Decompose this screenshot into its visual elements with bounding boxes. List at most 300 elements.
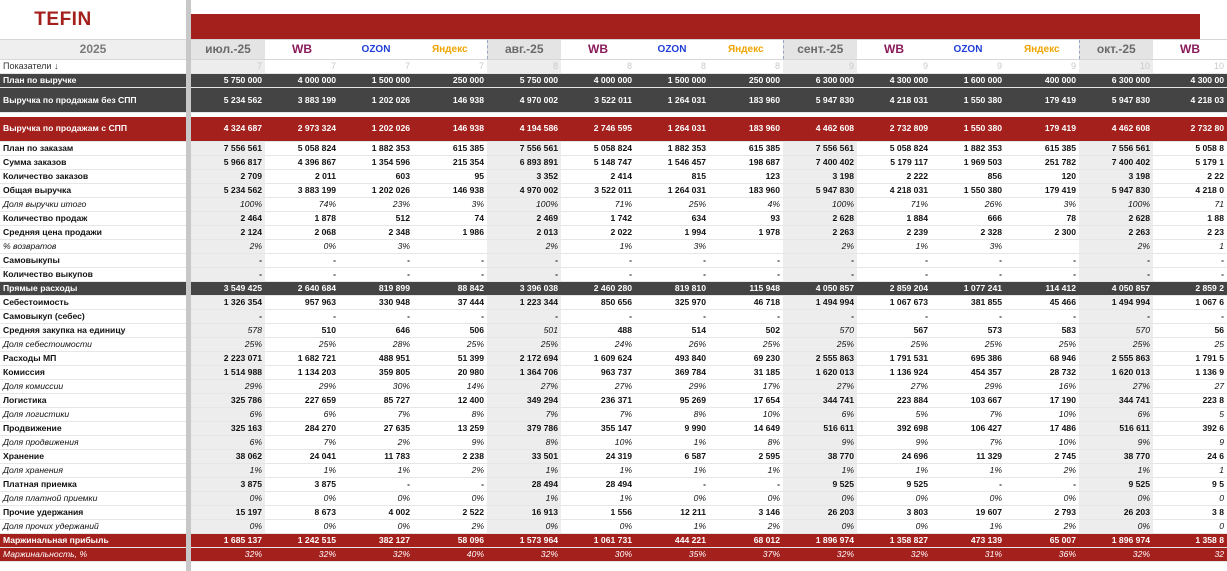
table-cell[interactable]: 9% [783, 436, 857, 450]
table-cell[interactable]: 1% [931, 464, 1005, 478]
table-cell[interactable]: 0 [1153, 520, 1227, 534]
row-label[interactable]: Прочие удержания [0, 506, 186, 520]
row-label[interactable]: Себестоимость [0, 296, 186, 310]
row-label[interactable]: Доля комиссии [0, 380, 186, 394]
table-cell[interactable]: 1 682 721 [265, 352, 339, 366]
table-cell[interactable]: 3% [1005, 198, 1079, 212]
table-cell[interactable]: 7% [931, 408, 1005, 422]
table-cell[interactable]: 344 741 [1079, 394, 1153, 408]
table-cell[interactable]: 4 218 03 [1153, 88, 1227, 113]
row-label[interactable]: Общая выручка [0, 184, 186, 198]
table-cell[interactable]: 7 400 402 [783, 156, 857, 170]
table-cell[interactable]: 2 732 80 [1153, 117, 1227, 142]
table-cell[interactable]: 25% [191, 338, 265, 352]
table-cell[interactable]: 5 966 817 [191, 156, 265, 170]
table-cell[interactable]: 2 022 [561, 226, 635, 240]
table-cell[interactable]: 6% [191, 436, 265, 450]
table-cell[interactable]: 1 326 354 [191, 296, 265, 310]
table-cell[interactable]: 5 947 830 [1079, 184, 1153, 198]
table-cell[interactable]: 0% [265, 240, 339, 254]
table-cell[interactable]: 3 883 199 [265, 184, 339, 198]
table-cell[interactable]: 603 [339, 170, 413, 184]
table-cell[interactable]: 100% [1079, 198, 1153, 212]
table-cell[interactable]: 1 88 [1153, 212, 1227, 226]
table-cell[interactable]: 115 948 [709, 282, 783, 296]
table-cell[interactable]: 392 698 [857, 422, 931, 436]
table-cell[interactable]: - [857, 254, 931, 268]
table-cell[interactable] [1005, 240, 1079, 254]
table-cell[interactable]: 3 875 [265, 478, 339, 492]
table-cell[interactable]: 1 264 031 [635, 117, 709, 142]
table-cell[interactable]: 33 501 [487, 450, 561, 464]
table-cell[interactable]: 26% [931, 198, 1005, 212]
table-cell[interactable]: 4 300 000 [857, 74, 931, 88]
table-cell[interactable]: 1 878 [265, 212, 339, 226]
table-cell[interactable]: 2 859 2 [1153, 282, 1227, 296]
table-cell[interactable]: 24 319 [561, 450, 635, 464]
table-cell[interactable]: 123 [709, 170, 783, 184]
table-cell[interactable]: 7% [265, 436, 339, 450]
table-cell[interactable]: - [1005, 310, 1079, 324]
table-cell[interactable]: 2 522 [413, 506, 487, 520]
table-cell[interactable]: 114 412 [1005, 282, 1079, 296]
table-cell[interactable]: 1 136 924 [857, 366, 931, 380]
table-cell[interactable]: - [635, 310, 709, 324]
table-cell[interactable]: 819 810 [635, 282, 709, 296]
table-cell[interactable]: 146 938 [413, 88, 487, 113]
table-cell[interactable]: 615 385 [1005, 142, 1079, 156]
table-cell[interactable]: 7% [339, 408, 413, 422]
table-cell[interactable]: 1 264 031 [635, 184, 709, 198]
table-cell[interactable]: 6 300 000 [783, 74, 857, 88]
table-cell[interactable]: 1 791 5 [1153, 352, 1227, 366]
table-cell[interactable]: - [413, 254, 487, 268]
table-cell[interactable]: 31 185 [709, 366, 783, 380]
row-label[interactable]: Выручка по продажам с СПП [0, 117, 186, 142]
table-cell[interactable]: 3% [931, 240, 1005, 254]
row-label[interactable]: Платная приемка [0, 478, 186, 492]
table-cell[interactable]: 2 628 [783, 212, 857, 226]
table-cell[interactable]: 1 223 344 [487, 296, 561, 310]
table-cell[interactable]: 5 750 000 [191, 74, 265, 88]
table-cell[interactable]: 250 000 [709, 74, 783, 88]
row-label[interactable]: Прямые расходы [0, 282, 186, 296]
table-cell[interactable]: 5 234 562 [191, 88, 265, 113]
table-cell[interactable]: - [413, 478, 487, 492]
table-cell[interactable]: 58 096 [413, 534, 487, 548]
marketplace-header[interactable]: WB [265, 40, 339, 60]
table-cell[interactable]: 3 198 [1079, 170, 1153, 184]
table-cell[interactable]: 514 [635, 324, 709, 338]
table-cell[interactable]: 1 136 9 [1153, 366, 1227, 380]
table-cell[interactable]: 146 938 [413, 117, 487, 142]
table-cell[interactable]: 8% [487, 436, 561, 450]
table-cell[interactable]: 9 5 [1153, 478, 1227, 492]
table-cell[interactable]: 14% [413, 380, 487, 394]
table-cell[interactable]: 1 969 503 [931, 156, 1005, 170]
table-cell[interactable]: 27% [857, 380, 931, 394]
table-cell[interactable]: 567 [857, 324, 931, 338]
table-cell[interactable]: 25% [1079, 338, 1153, 352]
table-cell[interactable]: 11 329 [931, 450, 1005, 464]
table-cell[interactable]: 2% [1005, 464, 1079, 478]
row-label[interactable]: Продвижение [0, 422, 186, 436]
table-cell[interactable]: 93 [709, 212, 783, 226]
table-cell[interactable]: 16 913 [487, 506, 561, 520]
table-cell[interactable]: 28 494 [561, 478, 635, 492]
table-cell[interactable]: 71% [561, 198, 635, 212]
table-cell[interactable]: 146 938 [413, 184, 487, 198]
table-cell[interactable]: 28% [339, 338, 413, 352]
table-cell[interactable]: 25% [783, 338, 857, 352]
table-cell[interactable]: - [265, 254, 339, 268]
table-cell[interactable]: 9% [1079, 436, 1153, 450]
table-cell[interactable]: 35% [635, 548, 709, 562]
table-cell[interactable]: 40% [413, 548, 487, 562]
table-cell[interactable]: 2 263 [1079, 226, 1153, 240]
table-cell[interactable]: 1 242 515 [265, 534, 339, 548]
table-cell[interactable]: 1 791 531 [857, 352, 931, 366]
table-cell[interactable]: 223 8 [1153, 394, 1227, 408]
table-cell[interactable]: 17% [709, 380, 783, 394]
table-cell[interactable]: 856 [931, 170, 1005, 184]
row-label[interactable]: Количество заказов [0, 170, 186, 184]
table-cell[interactable]: 37% [709, 548, 783, 562]
table-cell[interactable]: 6 587 [635, 450, 709, 464]
table-cell[interactable]: 227 659 [265, 394, 339, 408]
table-cell[interactable]: - [339, 310, 413, 324]
table-cell[interactable]: - [191, 254, 265, 268]
table-cell[interactable]: 570 [1079, 324, 1153, 338]
table-cell[interactable]: 25% [635, 198, 709, 212]
table-cell[interactable]: 2 414 [561, 170, 635, 184]
table-cell[interactable]: 1 685 137 [191, 534, 265, 548]
row-label[interactable]: Выручка по продажам без СПП [0, 88, 186, 113]
table-cell[interactable]: 5 750 000 [487, 74, 561, 88]
row-label[interactable]: Количество выкупов [0, 268, 186, 282]
table-cell[interactable]: - [931, 310, 1005, 324]
table-cell[interactable]: 3 803 [857, 506, 931, 520]
row-label[interactable]: Средняя закупка на единицу [0, 324, 186, 338]
table-cell[interactable]: 32% [857, 548, 931, 562]
table-cell[interactable]: 1 264 031 [635, 88, 709, 113]
table-cell[interactable]: 1% [561, 492, 635, 506]
table-cell[interactable]: 2 555 863 [783, 352, 857, 366]
table-cell[interactable]: 2 068 [265, 226, 339, 240]
table-cell[interactable]: 38 770 [1079, 450, 1153, 464]
table-cell[interactable]: 250 000 [413, 74, 487, 88]
table-cell[interactable]: 2% [1005, 520, 1079, 534]
table-cell[interactable]: 0% [191, 520, 265, 534]
table-cell[interactable]: - [783, 254, 857, 268]
table-cell[interactable]: 4 970 002 [487, 184, 561, 198]
marketplace-header[interactable]: Яндекс [709, 40, 783, 60]
table-cell[interactable]: 4 462 608 [783, 117, 857, 142]
table-cell[interactable]: 3% [413, 198, 487, 212]
table-cell[interactable]: 1 500 000 [635, 74, 709, 88]
table-cell[interactable]: 215 354 [413, 156, 487, 170]
table-cell[interactable]: 2 300 [1005, 226, 1079, 240]
table-cell[interactable]: 31% [931, 548, 1005, 562]
table-cell[interactable]: 71% [857, 198, 931, 212]
table-cell[interactable]: 2 595 [709, 450, 783, 464]
table-cell[interactable]: 1% [191, 464, 265, 478]
table-cell[interactable]: 5 148 747 [561, 156, 635, 170]
table-cell[interactable]: 2% [339, 436, 413, 450]
table-cell[interactable]: - [487, 254, 561, 268]
table-cell[interactable]: 65 007 [1005, 534, 1079, 548]
row-label[interactable]: Маржинальная прибыль [0, 534, 186, 548]
table-cell[interactable]: 5 [1153, 408, 1227, 422]
table-cell[interactable]: 24 041 [265, 450, 339, 464]
table-cell[interactable]: 198 687 [709, 156, 783, 170]
table-cell[interactable]: 56 [1153, 324, 1227, 338]
table-cell[interactable]: 1 978 [709, 226, 783, 240]
table-cell[interactable]: 1 364 706 [487, 366, 561, 380]
table-cell[interactable]: 32% [1079, 548, 1153, 562]
table-cell[interactable]: 4 218 031 [857, 184, 931, 198]
table-cell[interactable]: 349 294 [487, 394, 561, 408]
table-cell[interactable]: 957 963 [265, 296, 339, 310]
table-cell[interactable]: 1 896 974 [783, 534, 857, 548]
table-cell[interactable]: 1% [857, 464, 931, 478]
table-cell[interactable]: 0% [339, 492, 413, 506]
table-cell[interactable]: 16% [1005, 380, 1079, 394]
year-cell[interactable]: 2025 [0, 40, 186, 60]
table-cell[interactable]: 4 970 002 [487, 88, 561, 113]
row-label[interactable]: Средняя цена продажи [0, 226, 186, 240]
table-cell[interactable]: 2 222 [857, 170, 931, 184]
table-cell[interactable]: 27 635 [339, 422, 413, 436]
table-cell[interactable]: 2 124 [191, 226, 265, 240]
table-cell[interactable]: 71 [1153, 198, 1227, 212]
table-cell[interactable]: 2 011 [265, 170, 339, 184]
table-cell[interactable]: 1 358 827 [857, 534, 931, 548]
table-cell[interactable]: 32% [783, 548, 857, 562]
table-cell[interactable]: 17 486 [1005, 422, 1079, 436]
table-cell[interactable]: 25% [265, 338, 339, 352]
table-cell[interactable]: - [191, 268, 265, 282]
marketplace-header[interactable]: WB [561, 40, 635, 60]
table-cell[interactable]: 5 058 824 [857, 142, 931, 156]
table-cell[interactable]: 6% [1079, 408, 1153, 422]
table-cell[interactable]: 46 718 [709, 296, 783, 310]
table-cell[interactable]: 32% [191, 548, 265, 562]
row-label[interactable]: % возвратов [0, 240, 186, 254]
row-label[interactable]: Самовыкупы [0, 254, 186, 268]
table-cell[interactable]: 1 202 026 [339, 88, 413, 113]
table-cell[interactable]: 1 [1153, 240, 1227, 254]
table-cell[interactable]: - [487, 268, 561, 282]
table-cell[interactable]: 9 990 [635, 422, 709, 436]
row-label[interactable]: Доля платной приемки [0, 492, 186, 506]
table-cell[interactable]: 0% [487, 520, 561, 534]
table-cell[interactable]: 3 522 011 [561, 88, 635, 113]
table-cell[interactable]: 1 494 994 [783, 296, 857, 310]
table-cell[interactable]: 4 218 031 [857, 88, 931, 113]
table-cell[interactable]: - [1153, 254, 1227, 268]
table-cell[interactable]: 1 067 6 [1153, 296, 1227, 310]
table-cell[interactable]: 6 893 891 [487, 156, 561, 170]
table-cell[interactable]: 1 202 026 [339, 117, 413, 142]
table-cell[interactable]: 695 386 [931, 352, 1005, 366]
table-cell[interactable]: 7 556 561 [487, 142, 561, 156]
table-cell[interactable]: 454 357 [931, 366, 1005, 380]
table-cell[interactable]: 32% [487, 548, 561, 562]
table-cell[interactable]: 382 127 [339, 534, 413, 548]
table-cell[interactable]: 1 550 380 [931, 184, 1005, 198]
table-cell[interactable]: 68 946 [1005, 352, 1079, 366]
table-cell[interactable]: 7 556 561 [191, 142, 265, 156]
table-cell[interactable]: - [561, 310, 635, 324]
table-cell[interactable]: 5 947 830 [783, 184, 857, 198]
table-cell[interactable]: - [1153, 268, 1227, 282]
table-cell[interactable]: 27% [1079, 380, 1153, 394]
table-cell[interactable]: 236 371 [561, 394, 635, 408]
table-cell[interactable]: 17 190 [1005, 394, 1079, 408]
table-cell[interactable]: 3 875 [191, 478, 265, 492]
table-cell[interactable]: 5 058 8 [1153, 142, 1227, 156]
table-cell[interactable]: 27% [561, 380, 635, 394]
table-cell[interactable]: 28 494 [487, 478, 561, 492]
table-cell[interactable]: 26 203 [1079, 506, 1153, 520]
table-cell[interactable]: 51 399 [413, 352, 487, 366]
table-cell[interactable]: 2 640 684 [265, 282, 339, 296]
table-cell[interactable]: - [783, 310, 857, 324]
table-cell[interactable]: 0% [191, 492, 265, 506]
table-cell[interactable]: 516 611 [783, 422, 857, 436]
table-cell[interactable]: 5 947 830 [1079, 88, 1153, 113]
table-cell[interactable]: 7 400 402 [1079, 156, 1153, 170]
table-cell[interactable]: 4 000 000 [561, 74, 635, 88]
table-cell[interactable]: 379 786 [487, 422, 561, 436]
table-cell[interactable]: 1 742 [561, 212, 635, 226]
row-label[interactable]: Маржинальность, % [0, 548, 186, 562]
table-cell[interactable]: 1 358 8 [1153, 534, 1227, 548]
table-cell[interactable]: 2 239 [857, 226, 931, 240]
table-cell[interactable]: 5 058 824 [561, 142, 635, 156]
table-cell[interactable]: 0% [265, 520, 339, 534]
table-cell[interactable]: 1% [265, 464, 339, 478]
table-cell[interactable]: - [709, 268, 783, 282]
table-cell[interactable]: 10% [709, 408, 783, 422]
table-cell[interactable]: 25% [709, 338, 783, 352]
table-cell[interactable]: 1% [561, 240, 635, 254]
table-cell[interactable]: 819 899 [339, 282, 413, 296]
row-label[interactable]: Доля продвижения [0, 436, 186, 450]
table-cell[interactable]: 38 062 [191, 450, 265, 464]
table-cell[interactable]: 4 002 [339, 506, 413, 520]
table-cell[interactable]: 1 882 353 [339, 142, 413, 156]
table-cell[interactable]: 325 786 [191, 394, 265, 408]
table-cell[interactable]: 1 620 013 [783, 366, 857, 380]
table-cell[interactable]: 488 951 [339, 352, 413, 366]
marketplace-header[interactable]: Яндекс [1005, 40, 1079, 60]
marketplace-header[interactable]: Яндекс [413, 40, 487, 60]
table-cell[interactable]: 32% [339, 548, 413, 562]
table-cell[interactable]: 3% [635, 240, 709, 254]
table-cell[interactable]: 20 980 [413, 366, 487, 380]
table-cell[interactable]: 2 732 809 [857, 117, 931, 142]
marketplace-header[interactable]: WB [1153, 40, 1227, 60]
table-cell[interactable]: - [413, 268, 487, 282]
table-cell[interactable]: 9% [413, 436, 487, 450]
month-header[interactable]: окт.-25 [1079, 40, 1153, 60]
table-cell[interactable]: 45 466 [1005, 296, 1079, 310]
table-cell[interactable]: 573 [931, 324, 1005, 338]
table-cell[interactable]: 963 737 [561, 366, 635, 380]
table-cell[interactable]: 5 179 1 [1153, 156, 1227, 170]
table-cell[interactable]: 25% [487, 338, 561, 352]
table-cell[interactable]: 24% [561, 338, 635, 352]
table-cell[interactable]: 95 269 [635, 394, 709, 408]
table-cell[interactable]: 27% [783, 380, 857, 394]
table-cell[interactable]: 512 [339, 212, 413, 226]
table-cell[interactable]: 325 970 [635, 296, 709, 310]
table-cell[interactable]: 2% [413, 464, 487, 478]
row-label[interactable]: Логистика [0, 394, 186, 408]
table-cell[interactable]: - [1079, 254, 1153, 268]
table-cell[interactable]: 4% [709, 198, 783, 212]
table-cell[interactable]: 24 696 [857, 450, 931, 464]
table-cell[interactable]: 1 550 380 [931, 88, 1005, 113]
table-cell[interactable]: 1% [635, 436, 709, 450]
table-cell[interactable]: 615 385 [413, 142, 487, 156]
table-cell[interactable]: 85 727 [339, 394, 413, 408]
table-cell[interactable]: 4 050 857 [1079, 282, 1153, 296]
table-cell[interactable]: 78 [1005, 212, 1079, 226]
table-cell[interactable]: 223 884 [857, 394, 931, 408]
table-cell[interactable]: 488 [561, 324, 635, 338]
table-cell[interactable]: 1% [783, 464, 857, 478]
table-cell[interactable]: - [709, 478, 783, 492]
row-label[interactable]: Доля логистики [0, 408, 186, 422]
table-cell[interactable]: 26 203 [783, 506, 857, 520]
table-cell[interactable]: 2 628 [1079, 212, 1153, 226]
table-cell[interactable]: 284 270 [265, 422, 339, 436]
table-cell[interactable]: 10% [1005, 436, 1079, 450]
table-cell[interactable]: 5 234 562 [191, 184, 265, 198]
table-cell[interactable]: 25% [1005, 338, 1079, 352]
table-cell[interactable]: 1 [1153, 464, 1227, 478]
row-label[interactable]: Доля выручки итого [0, 198, 186, 212]
row-label[interactable]: План по выручке [0, 74, 186, 88]
month-header[interactable]: авг.-25 [487, 40, 561, 60]
table-cell[interactable]: 1 994 [635, 226, 709, 240]
table-cell[interactable]: 5 058 824 [265, 142, 339, 156]
indicators-filter[interactable]: Показатели ↓ [0, 60, 186, 74]
table-cell[interactable]: 6% [191, 408, 265, 422]
table-cell[interactable]: 359 805 [339, 366, 413, 380]
table-cell[interactable]: 27% [487, 380, 561, 394]
table-cell[interactable] [709, 240, 783, 254]
table-cell[interactable]: - [931, 268, 1005, 282]
table-cell[interactable]: - [339, 268, 413, 282]
table-cell[interactable]: 3% [339, 240, 413, 254]
table-cell[interactable]: 2 973 324 [265, 117, 339, 142]
table-cell[interactable]: 850 656 [561, 296, 635, 310]
table-cell[interactable]: - [931, 478, 1005, 492]
table-cell[interactable]: 1% [1079, 464, 1153, 478]
table-cell[interactable]: 1 620 013 [1079, 366, 1153, 380]
table-cell[interactable]: 2 013 [487, 226, 561, 240]
table-cell[interactable]: 0% [265, 492, 339, 506]
table-cell[interactable]: 325 163 [191, 422, 265, 436]
table-cell[interactable]: 106 427 [931, 422, 1005, 436]
table-cell[interactable]: 2 223 071 [191, 352, 265, 366]
table-cell[interactable]: 3 396 038 [487, 282, 561, 296]
table-cell[interactable]: - [635, 254, 709, 268]
